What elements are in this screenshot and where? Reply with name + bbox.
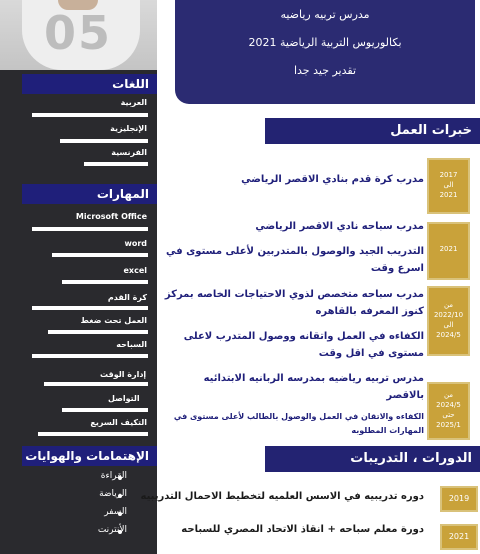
experience-line: الكفاءه في العمل واتقانه ووصول المتدرب لاعلى مستوى في اقل وقت (183, 331, 424, 359)
skill-label: word (124, 239, 147, 248)
skill-label: إدارة الوقت (100, 370, 147, 379)
experience-line: الكفاءه والاتقان في العمل والوصول بالطالب لأعلى مستوى في المهارات المطلوبه (173, 412, 424, 435)
experience-date: 2021 (427, 222, 470, 280)
experience-line: مدرس تربيه رياضيه بمدرسه الربانيه الابتدائيه بالاقصر (203, 373, 424, 401)
course-label: دوره تدريبيه في الاسس العلميه لتخطيط الاحمال التدريبيه (140, 491, 424, 502)
language-label: الفرنسية (111, 148, 147, 157)
language-label: العربية (120, 98, 147, 107)
hobby-item: السفر (104, 507, 127, 517)
main-content (140, 0, 480, 554)
hobby-item: الرياضة (99, 489, 127, 499)
skill-label: التواصل (108, 394, 140, 403)
grade: تقدير جيد جدا (293, 64, 357, 77)
skill-label: excel (123, 266, 147, 275)
experience-line: التدريب الجيد والوصول بالمتدربين لأعلى مستوى في اسرع وقت (166, 246, 424, 274)
skill-level-bar (38, 432, 148, 436)
skill-label: التكيف السريع (90, 418, 147, 427)
course-year: 2021 (440, 524, 478, 550)
languages-header: اللغات (22, 74, 157, 94)
skill-label: العمل تحت ضغط (80, 316, 147, 325)
experience-date: من 2022/10 الى 2024/5 (427, 286, 470, 356)
hobby-item: الأنترنت (97, 525, 127, 535)
skill-level-bar (62, 408, 148, 412)
experience-line: مدرب كرة قدم بنادي الاقصر الرياضي (241, 174, 424, 185)
profile-photo (0, 0, 157, 70)
profile-info-box (175, 0, 475, 104)
experience-line: مدرب سباحه متخصص لذوي الاحتياجات الخاصه بمركز كنوز المعرفه بالقاهره (164, 289, 424, 317)
skill-level-bar (52, 253, 148, 257)
experience-line: مدرب سباحه نادي الاقصر الرياضي (255, 221, 424, 232)
skill-level-bar (32, 306, 148, 310)
hobbies-header: الإهتمامات والهوايات (22, 446, 157, 466)
experience-date: من 2024/5 حتى 2025/1 (427, 382, 470, 440)
course-label: دورة معلم سباحه + انقاذ الاتحاد المصري للسباحه (181, 524, 424, 535)
sidebar (0, 0, 157, 554)
degree: بكالوريوس التربية الرياضية 2021 (248, 36, 402, 49)
skill-label: كرة القدم (107, 293, 147, 302)
hobby-item: القراءة (100, 471, 127, 481)
course-year: 2019 (440, 486, 478, 512)
language-level-bar (60, 139, 148, 143)
language-level-bar (84, 162, 148, 166)
language-level-bar (32, 113, 148, 117)
photo-jersey-number: 05 (44, 6, 113, 60)
skill-label: Microsoft Office (75, 212, 147, 221)
skill-level-bar (32, 227, 148, 231)
skill-label: السباحه (116, 340, 147, 349)
job-title: مدرس تربيه رياضيه (280, 8, 370, 21)
skill-level-bar (62, 280, 148, 284)
skills-header: المهارات (22, 184, 157, 204)
experience-date: 2017 الى 2021 (427, 158, 470, 214)
skill-level-bar (48, 330, 148, 334)
skill-level-bar (32, 354, 148, 358)
language-label: الإنجليزية (110, 124, 147, 133)
courses-header: الدورات ، التدريبات (265, 446, 480, 472)
experience-header: خبرات العمل (265, 118, 480, 144)
skill-level-bar (44, 382, 148, 386)
